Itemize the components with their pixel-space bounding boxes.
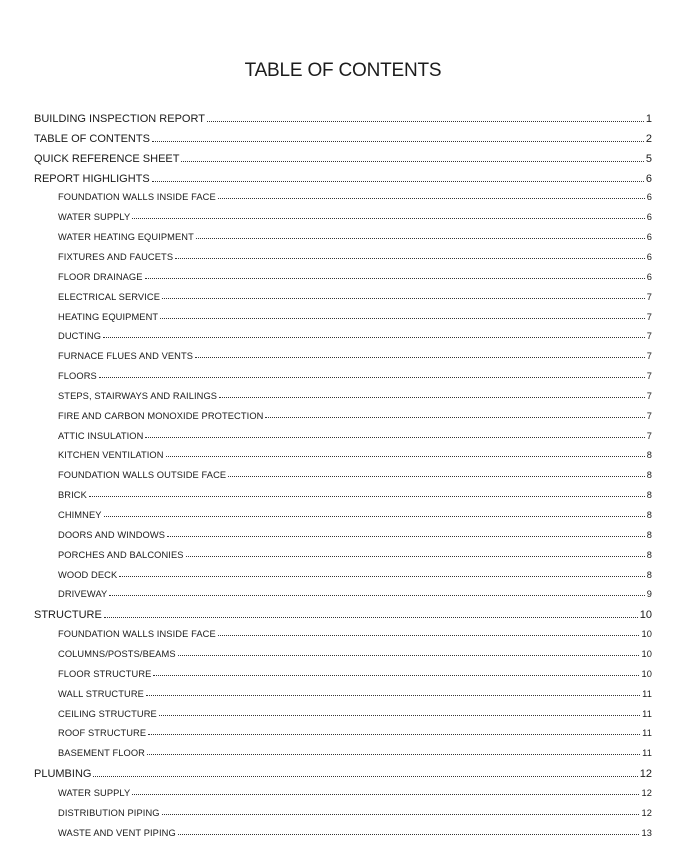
- toc-entry-label: QUICK REFERENCE SHEET: [34, 152, 180, 165]
- toc-entry-label: WATER HEATING EQUIPMENT: [58, 232, 194, 243]
- toc-entry-page-number: 8: [646, 490, 652, 501]
- toc-entry-page-number: 5: [645, 152, 652, 165]
- dot-leader: [148, 734, 640, 735]
- toc-entry[interactable]: [58, 470, 652, 480]
- toc-entry-page-number: 2: [645, 132, 652, 145]
- toc-entry-page-number: 8: [646, 569, 652, 580]
- toc-entry-page-number: 10: [641, 668, 652, 679]
- toc-entry-page-number: 6: [646, 271, 652, 282]
- toc-entry[interactable]: [34, 768, 652, 780]
- dot-leader: [162, 814, 640, 815]
- dot-leader: [109, 595, 644, 596]
- toc-entry[interactable]: [58, 510, 652, 520]
- dot-leader: [132, 794, 639, 795]
- dot-leader: [119, 576, 644, 577]
- toc-entry-page-number: 9: [646, 589, 652, 600]
- toc-entry-page-number: 7: [646, 430, 652, 441]
- toc-entry[interactable]: [58, 530, 652, 540]
- toc-entry-label: PLUMBING: [34, 768, 92, 781]
- toc-entry-page-number: 7: [646, 331, 652, 342]
- dot-leader: [219, 397, 645, 398]
- toc-entry-page-number: 11: [642, 748, 652, 759]
- toc-entry-label: REPORT HIGHLIGHTS: [34, 172, 150, 185]
- dot-leader: [218, 635, 640, 636]
- toc-entry-label: HEATING EQUIPMENT: [58, 311, 159, 322]
- toc-entry[interactable]: [58, 192, 652, 202]
- toc-entry-page-number: 8: [646, 549, 652, 560]
- toc-entry[interactable]: [58, 629, 652, 639]
- toc-entry-page-number: 8: [646, 510, 652, 520]
- toc-entry[interactable]: [58, 292, 652, 302]
- toc-entry-page-number: 6: [646, 212, 652, 223]
- toc-entry[interactable]: [34, 113, 652, 125]
- toc-entry-page-number: 7: [646, 390, 652, 401]
- toc-entry-label: DOORS AND WINDOWS: [58, 529, 166, 540]
- dot-leader: [145, 437, 644, 438]
- toc-entry-page-number: 6: [645, 172, 652, 185]
- toc-entry-page-number: 12: [641, 807, 652, 818]
- dot-leader: [159, 715, 640, 716]
- toc-entry-label: DUCTING: [58, 331, 102, 342]
- dot-leader: [207, 121, 644, 122]
- toc-entry-label: PORCHES AND BALCONIES: [58, 549, 184, 560]
- dot-leader: [147, 754, 640, 755]
- toc-entry-label: BRICK: [58, 490, 87, 501]
- toc-entry-page-number: 12: [641, 787, 652, 798]
- toc-entry-label: CHIMNEY: [58, 510, 102, 520]
- toc-entry[interactable]: [58, 550, 652, 560]
- toc-entry[interactable]: [58, 431, 652, 441]
- toc-entry-page-number: 7: [646, 291, 652, 302]
- dot-leader: [104, 617, 638, 618]
- dot-leader: [152, 181, 644, 182]
- toc-entry-page-number: 6: [646, 232, 652, 243]
- dot-leader: [181, 161, 643, 162]
- dot-leader: [162, 298, 645, 299]
- toc-entry[interactable]: [58, 490, 652, 500]
- toc-entry[interactable]: [58, 788, 652, 798]
- dot-leader: [103, 337, 645, 338]
- toc-entry[interactable]: [58, 808, 652, 818]
- toc-entry-page-number: 11: [642, 708, 652, 719]
- toc-entry-page-number: 12: [639, 768, 652, 781]
- dot-leader: [265, 417, 644, 418]
- dot-leader: [195, 357, 645, 358]
- toc-entry-label: WALL STRUCTURE: [58, 688, 144, 699]
- toc-entry-page-number: 10: [641, 629, 652, 640]
- toc-entry[interactable]: [58, 312, 652, 322]
- toc-entry[interactable]: [58, 212, 652, 222]
- toc-entry-label: STEPS, STAIRWAYS AND RAILINGS: [58, 390, 218, 401]
- toc-entry-label: WATER SUPPLY: [58, 787, 131, 798]
- toc-entry-label: WASTE AND VENT PIPING: [58, 827, 176, 838]
- toc-entry[interactable]: [58, 570, 652, 580]
- toc-entry-label: FLOOR STRUCTURE: [58, 668, 152, 679]
- toc-entry-page-number: 8: [646, 450, 652, 461]
- toc-entry-page-number: 6: [646, 192, 652, 203]
- toc-entry[interactable]: [58, 728, 652, 738]
- toc-entry-label: FLOORS: [58, 371, 97, 382]
- toc-entry-page-number: 7: [646, 410, 652, 421]
- toc-entry[interactable]: [58, 649, 652, 659]
- toc-entry[interactable]: [58, 669, 652, 679]
- toc-entry-label: FOUNDATION WALLS INSIDE FACE: [58, 192, 216, 203]
- toc-entry-page-number: 8: [646, 470, 652, 481]
- dot-leader: [146, 695, 640, 696]
- dot-leader: [186, 556, 645, 557]
- toc-entry-page-number: 1: [645, 113, 652, 125]
- toc-entry-label: DISTRIBUTION PIPING: [58, 807, 160, 818]
- toc-entry-label: TABLE OF CONTENTS: [34, 132, 150, 145]
- toc-entry-page-number: 6: [646, 251, 652, 262]
- page-title: TABLE OF CONTENTS: [244, 60, 442, 81]
- toc-entry-label: BUILDING INSPECTION REPORT: [34, 113, 205, 125]
- toc-entry[interactable]: [58, 589, 652, 599]
- dot-leader: [167, 536, 645, 537]
- dot-leader: [178, 655, 640, 656]
- toc-entry-page-number: 11: [642, 728, 652, 739]
- dot-leader: [153, 675, 639, 676]
- dot-leader: [89, 496, 645, 497]
- toc-entry-label: FOUNDATION WALLS INSIDE FACE: [58, 629, 216, 640]
- toc-entry-label: FIXTURES AND FAUCETS: [58, 251, 174, 262]
- toc-entry-label: DRIVEWAY: [58, 589, 108, 600]
- toc-entry[interactable]: [34, 133, 652, 145]
- dot-leader: [145, 278, 645, 279]
- dot-leader: [99, 377, 645, 378]
- toc-entry-label: WOOD DECK: [58, 569, 118, 580]
- toc-entry[interactable]: [34, 153, 652, 165]
- toc-entry[interactable]: [58, 450, 652, 460]
- dot-leader: [218, 198, 645, 199]
- dot-leader: [104, 516, 645, 517]
- toc-entry[interactable]: [58, 252, 652, 262]
- toc-entry[interactable]: [58, 331, 652, 341]
- toc-entry-label: CEILING STRUCTURE: [58, 708, 157, 719]
- dot-leader: [132, 218, 644, 219]
- dot-leader: [93, 776, 637, 777]
- dot-leader: [152, 141, 644, 142]
- toc-entry-page-number: 13: [641, 827, 652, 838]
- toc-entry-label: ROOF STRUCTURE: [58, 728, 147, 739]
- toc-entry-page-number: 7: [646, 371, 652, 382]
- toc-entry-page-number: 7: [646, 351, 652, 362]
- dot-leader: [166, 456, 645, 457]
- dot-leader: [160, 318, 645, 319]
- toc-entry-page-number: 7: [646, 311, 652, 322]
- toc-entry-label: STRUCTURE: [34, 609, 102, 622]
- toc-entry[interactable]: [58, 828, 652, 838]
- toc-entry-label: COLUMNS/POSTS/BEAMS: [58, 648, 176, 659]
- toc-entry-label: ATTIC INSULATION: [58, 430, 144, 441]
- toc-entry-label: FIRE AND CARBON MONOXIDE PROTECTION: [58, 410, 264, 421]
- toc-entry-label: WATER SUPPLY: [58, 212, 131, 223]
- toc-entry-label: KITCHEN VENTILATION: [58, 450, 164, 461]
- dot-leader: [196, 238, 645, 239]
- toc-entry-label: ELECTRICAL SERVICE: [58, 291, 161, 302]
- toc-entry[interactable]: [58, 232, 652, 242]
- toc-entry[interactable]: [58, 351, 652, 361]
- toc-entry-page-number: 11: [642, 688, 652, 699]
- toc-entry-page-number: 10: [639, 609, 652, 622]
- toc-entry[interactable]: [58, 748, 652, 758]
- toc-entry[interactable]: [58, 391, 652, 401]
- dot-leader: [228, 476, 645, 477]
- toc-entry[interactable]: [58, 411, 652, 421]
- toc-entry-label: FOUNDATION WALLS OUTSIDE FACE: [58, 470, 227, 481]
- toc-entry-label: FLOOR DRAINAGE: [58, 271, 143, 282]
- toc-entry-page-number: 10: [641, 648, 652, 659]
- toc-entry[interactable]: [34, 609, 652, 621]
- toc-entry[interactable]: [58, 709, 652, 719]
- toc-entry[interactable]: [58, 272, 652, 282]
- toc-entry-page-number: 8: [646, 529, 652, 540]
- toc-entry[interactable]: [34, 173, 652, 185]
- toc-entry[interactable]: [58, 371, 652, 381]
- dot-leader: [178, 834, 640, 835]
- toc-entry-label: FURNACE FLUES AND VENTS: [58, 351, 194, 362]
- toc-entry-label: BASEMENT FLOOR: [58, 748, 145, 759]
- toc-entry[interactable]: [58, 689, 652, 699]
- dot-leader: [175, 258, 645, 259]
